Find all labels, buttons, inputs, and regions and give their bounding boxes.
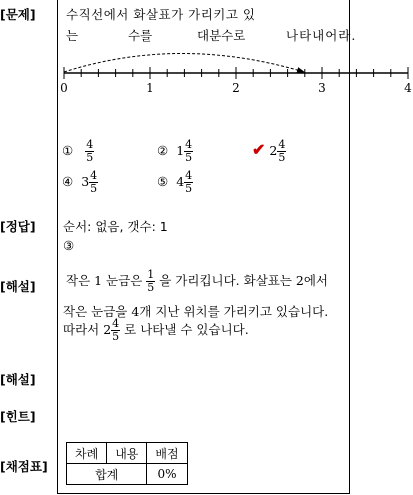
denominator: 5 xyxy=(185,151,193,164)
fraction xyxy=(184,170,193,195)
question-line-1: 수직선에서 화살표가 가리키고 있 xyxy=(66,7,256,22)
denominator: 5 xyxy=(147,281,155,294)
whole-number: 4 xyxy=(176,174,185,189)
choice-3[interactable] xyxy=(252,139,286,164)
tick-label: 4 xyxy=(404,81,412,95)
whole-number: 2 xyxy=(269,143,278,158)
denominator: 5 xyxy=(112,330,120,343)
table-row xyxy=(67,464,188,485)
question-word: 나타내어라. xyxy=(286,28,357,43)
answer-info: 순서: 없음, 갯수: 1 xyxy=(63,219,168,234)
denominator: 5 xyxy=(86,151,94,164)
fraction xyxy=(89,170,98,195)
denominator: 5 xyxy=(278,151,286,164)
numerator: 4 xyxy=(185,138,193,151)
header-cell: 차례 xyxy=(67,443,107,464)
fraction xyxy=(85,139,94,164)
question-word: 수를 xyxy=(128,28,153,43)
check-mark-icon: ✔ xyxy=(252,140,266,159)
label-answer: [정답] xyxy=(0,219,36,234)
score-table xyxy=(66,442,188,485)
explanation-text: 작은 1 눈금은 xyxy=(66,273,143,288)
explanation-text: 로 나타낼 수 있습니다. xyxy=(124,322,249,337)
fraction xyxy=(146,269,155,294)
explanation-text: 따라서 2 xyxy=(63,322,112,337)
total-value: 0% xyxy=(147,464,187,485)
choice-mark: ① xyxy=(62,143,74,158)
numerator: 4 xyxy=(86,138,94,151)
fraction xyxy=(111,318,120,343)
denominator: 5 xyxy=(90,182,98,195)
explanation-line-1 xyxy=(66,269,328,294)
choice-5[interactable] xyxy=(157,170,193,195)
number-line xyxy=(0,45,413,145)
answer-choice: ③ xyxy=(63,238,75,253)
denominator: 5 xyxy=(185,182,193,195)
explanation-line-3 xyxy=(63,318,249,343)
explanation-line-2: 작은 눈금을 4개 지난 위치를 가리키고 있습니다. xyxy=(63,304,329,319)
label-explanation: [해설] xyxy=(0,279,36,294)
table-row xyxy=(67,443,188,464)
question-word: 대분수로 xyxy=(197,28,246,43)
explanation-text: 을 가리킵니다. 화살표는 2에서 xyxy=(159,273,328,288)
question-word: 는 xyxy=(66,28,79,43)
choice-1[interactable] xyxy=(62,139,94,164)
numerator: 4 xyxy=(278,138,286,151)
fraction xyxy=(277,139,286,164)
tick-label: 3 xyxy=(318,81,326,95)
whole-number: 3 xyxy=(81,174,90,189)
numerator: 1 xyxy=(147,268,155,281)
fraction xyxy=(184,139,193,164)
header-cell: 배점 xyxy=(147,443,187,464)
choice-2[interactable] xyxy=(157,139,193,164)
choice-mark: ④ xyxy=(62,174,74,189)
label-hint: [힌트] xyxy=(0,409,36,424)
label-explanation-2: [해설] xyxy=(0,372,36,387)
header-cell: 내용 xyxy=(107,443,147,464)
whole-number: 1 xyxy=(176,143,185,158)
choice-mark: ② xyxy=(157,143,169,158)
numerator: 4 xyxy=(185,169,193,182)
total-label: 합계 xyxy=(67,464,147,485)
tick-label: 0 xyxy=(60,81,68,95)
numerator: 4 xyxy=(112,317,120,330)
tick-label: 2 xyxy=(232,81,240,95)
tick-label: 1 xyxy=(146,81,154,95)
numerator: 4 xyxy=(90,169,98,182)
choice-4[interactable] xyxy=(62,170,98,195)
label-problem: [문제] xyxy=(0,7,36,22)
choice-mark: ⑤ xyxy=(157,174,169,189)
label-score: [채점표] xyxy=(0,459,48,474)
